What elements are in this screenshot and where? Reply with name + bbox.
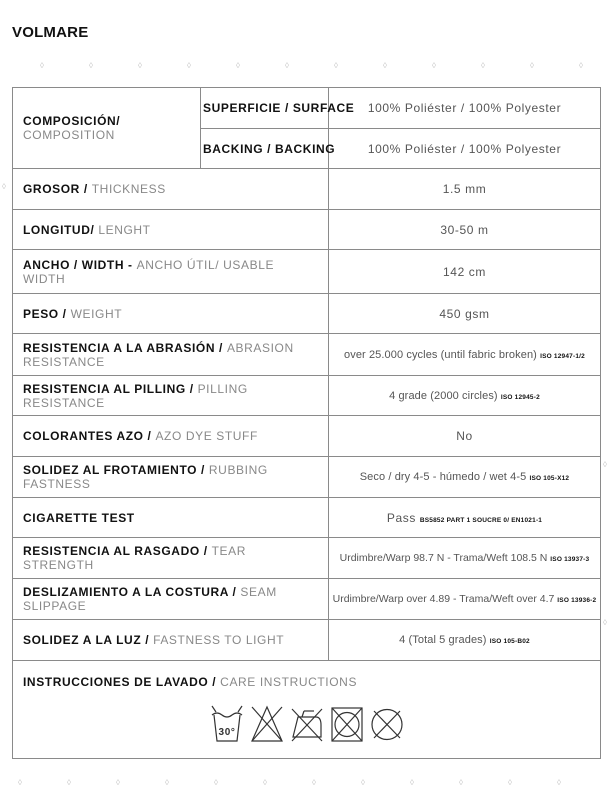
spec-text: Urdimbre/Warp 98.7 N - Trama/Weft 108.5 N <box>339 552 548 564</box>
spec-text: 1.5 mm <box>442 182 487 196</box>
spec-label-en: COMPOSITION <box>23 128 115 142</box>
spec-text: Seco / dry 4-5 - húmedo / wet 4-5 <box>359 471 527 483</box>
spec-label-en: LENGHT <box>98 222 151 237</box>
iso-standard: ISO 105-X12 <box>529 475 570 482</box>
spec-text: RESISTENCIA AL RASGADO / <box>23 544 208 558</box>
spec-row-seam <box>13 579 601 620</box>
spec-text: ANCHO / WIDTH - <box>23 257 133 272</box>
spec-text: 30-50 m <box>440 222 489 237</box>
no-dry-clean-icon <box>370 703 404 745</box>
spec-row-weight <box>13 294 601 334</box>
no-iron-icon <box>290 703 324 745</box>
composition-row-surface <box>13 88 601 129</box>
spec-label-cell <box>13 498 329 538</box>
spec-label-cell <box>13 294 329 334</box>
decorative-dot-row-bottom: ◊ ◊ ◊ ◊ ◊ ◊ ◊ ◊ ◊ ◊ ◊ ◊ <box>18 778 561 787</box>
spec-row-cigarette <box>13 498 601 538</box>
spec-label-cell <box>13 579 329 620</box>
spec-text: COMPOSICIÓN/ <box>23 114 121 128</box>
surface-sublabel: SUPERFICIE / SURFACE <box>201 88 329 129</box>
spec-text: COLORANTES AZO / <box>23 429 152 443</box>
spec-text: 4 (Total 5 grades) <box>399 634 487 646</box>
iso-standard: ISO 13937-3 <box>550 556 590 563</box>
spec-value-cell <box>329 620 601 661</box>
iso-standard: BS5852 PART 1 SOUCRE 0/ EN1021-1 <box>419 516 543 524</box>
spec-label-en: WEIGHT <box>70 306 123 321</box>
care-row <box>13 661 601 759</box>
spec-text: No <box>456 429 473 443</box>
spec-row-tear <box>13 538 601 579</box>
spec-label-en: AZO DYE STUFF <box>155 429 258 443</box>
spec-label-en: PILLING RESISTANCE <box>23 381 248 410</box>
spec-value-cell <box>329 376 601 416</box>
spec-row-light <box>13 620 601 661</box>
care-icons <box>23 703 590 745</box>
spec-text: PESO / <box>23 306 67 321</box>
spec-row-pilling <box>13 376 601 416</box>
spec-value-cell <box>329 294 601 334</box>
wash-30-icon <box>210 703 244 745</box>
wash-temp-label: 30° <box>218 726 235 738</box>
spec-row-width <box>13 250 601 294</box>
backing-value: 100% Poliéster / 100% Polyester <box>329 129 601 169</box>
iso-standard: ISO 12947-1/2 <box>540 352 585 360</box>
spec-text: SOLIDEZ AL FROTAMIENTO / <box>23 463 205 477</box>
spec-text: GROSOR / <box>23 182 88 196</box>
spec-label-en: CARE INSTRUCTIONS <box>220 674 358 689</box>
care-label <box>23 675 357 689</box>
decorative-dot-right: ◊ <box>603 460 607 469</box>
spec-text: RESISTENCIA AL PILLING / <box>23 381 194 396</box>
backing-sublabel: BACKING / BACKING <box>201 129 329 169</box>
spec-label-cell <box>13 169 329 210</box>
spec-value-cell <box>329 579 601 620</box>
spec-text: RESISTENCIA A LA ABRASIÓN / <box>23 340 223 355</box>
spec-row-abrasion <box>13 334 601 376</box>
brand-title: VOLMARE <box>12 24 89 41</box>
spec-text: 450 gsm <box>439 306 490 321</box>
spec-value-cell <box>329 250 601 294</box>
spec-text: Pass <box>386 510 416 525</box>
spec-text: INSTRUCCIONES DE LAVADO / <box>23 674 217 689</box>
spec-label-cell <box>13 376 329 416</box>
iso-standard: ISO 13936-2 <box>557 597 597 604</box>
spec-label-en: ANCHO ÚTIL/ USABLE WIDTH <box>23 257 275 286</box>
spec-table <box>12 87 601 759</box>
decorative-dot-left: ◊ <box>2 182 6 191</box>
spec-label-cell <box>13 334 329 376</box>
spec-label-en: TEAR STRENGTH <box>23 544 246 572</box>
spec-text: 4 grade (2000 circles) <box>389 389 498 402</box>
spec-label-cell <box>13 416 329 457</box>
spec-value-cell <box>329 334 601 376</box>
spec-row-length <box>13 210 601 250</box>
spec-label-en: RUBBING FASTNESS <box>23 463 268 491</box>
spec-text: LONGITUD/ <box>23 222 95 237</box>
spec-label-en: FASTNESS TO LIGHT <box>153 633 285 647</box>
spec-label-en: SEAM SLIPPAGE <box>23 585 277 613</box>
spec-label-cell <box>13 620 329 661</box>
no-tumble-dry-icon <box>330 703 364 745</box>
spec-text: DESLIZAMIENTO A LA COSTURA / <box>23 585 237 599</box>
spec-row-thickness <box>13 169 601 210</box>
spec-text: Urdimbre/Warp over 4.89 - Trama/Weft over 4.7 <box>332 593 555 605</box>
spec-label-cell <box>13 210 329 250</box>
spec-row-rubbing <box>13 457 601 498</box>
spec-value-cell <box>329 457 601 498</box>
decorative-dot-right-2: ◊ <box>603 618 607 627</box>
spec-text: 142 cm <box>443 264 486 279</box>
spec-text: SOLIDEZ A LA LUZ / <box>23 633 150 647</box>
surface-value: 100% Poliéster / 100% Polyester <box>329 88 601 129</box>
spec-text: CIGARETTE TEST <box>23 510 135 525</box>
spec-label-cell <box>13 538 329 579</box>
spec-value-cell <box>329 210 601 250</box>
spec-label-cell <box>13 250 329 294</box>
spec-value-cell <box>329 538 601 579</box>
no-bleach-icon <box>250 703 284 745</box>
iso-standard: ISO 12945-2 <box>500 393 540 401</box>
spec-label-cell <box>13 457 329 498</box>
spec-text: over 25.000 cycles (until fabric broken) <box>344 348 537 361</box>
composition-label <box>13 88 201 169</box>
spec-label-en: THICKNESS <box>91 182 166 196</box>
spec-label-en: ABRASION RESISTANCE <box>23 340 294 369</box>
spec-label-cell <box>13 661 601 759</box>
spec-value-cell <box>329 169 601 210</box>
spec-value-cell <box>329 416 601 457</box>
iso-standard: ISO 105-B02 <box>489 638 530 645</box>
decorative-dot-row-top: ◊ ◊ ◊ ◊ ◊ ◊ ◊ ◊ ◊ ◊ ◊ ◊ <box>40 61 583 70</box>
spec-row-azo <box>13 416 601 457</box>
spec-value-cell <box>329 498 601 538</box>
